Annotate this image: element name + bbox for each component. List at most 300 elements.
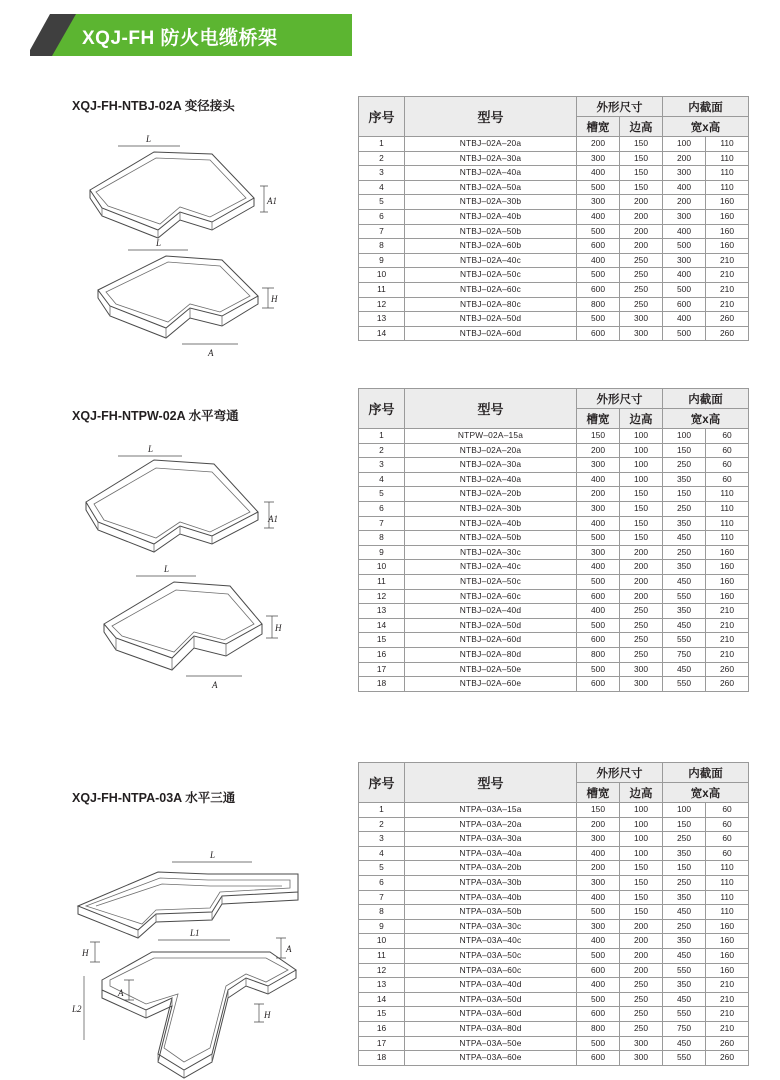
cell-side-height: 200 (620, 574, 663, 589)
cell-model: NTBJ–02A–30c (405, 545, 577, 560)
cell-inner-height: 210 (706, 297, 749, 312)
section-caption: XQJ-FH-NTBJ-02A 变径接头 (72, 99, 235, 113)
cell-inner-width: 150 (663, 861, 706, 876)
table-row (359, 487, 749, 502)
table-row (359, 516, 749, 531)
cell-side-height: 200 (620, 934, 663, 949)
th-outer: 外形尺寸 (577, 389, 663, 409)
cell-side-height: 250 (620, 618, 663, 633)
cell-side-height: 150 (620, 180, 663, 195)
cell-model: NTPA–03A–30c (405, 919, 577, 934)
cell-no: 12 (359, 963, 405, 978)
cell-inner-height: 60 (706, 803, 749, 818)
cell-slot-width: 200 (577, 443, 620, 458)
cell-slot-width: 500 (577, 1036, 620, 1051)
cell-inner-width: 150 (663, 817, 706, 832)
cell-inner-height: 210 (706, 1007, 749, 1022)
table-row (359, 137, 749, 152)
cell-side-height: 300 (620, 662, 663, 677)
cell-model: NTPA–03A–40d (405, 978, 577, 993)
cell-inner-height: 210 (706, 647, 749, 662)
cell-no: 8 (359, 531, 405, 546)
svg-text:L2: L2 (72, 1004, 82, 1014)
spec-table-wrap-2 (358, 388, 748, 692)
table-row (359, 180, 749, 195)
cell-no: 10 (359, 560, 405, 575)
cell-model: NTPA–03A–80d (405, 1021, 577, 1036)
cell-side-height: 250 (620, 282, 663, 297)
cell-inner-height: 160 (706, 574, 749, 589)
cell-no: 3 (359, 832, 405, 847)
cell-inner-width: 500 (663, 282, 706, 297)
cell-slot-width: 800 (577, 1021, 620, 1036)
cell-slot-width: 500 (577, 905, 620, 920)
svg-text:L: L (148, 444, 154, 454)
cell-inner-width: 550 (663, 633, 706, 648)
table-row (359, 589, 749, 604)
cell-model: NTBJ–02A–30b (405, 195, 577, 210)
cell-no: 14 (359, 618, 405, 633)
cell-no: 5 (359, 861, 405, 876)
cell-side-height: 300 (620, 326, 663, 341)
cell-inner-width: 450 (663, 531, 706, 546)
cell-slot-width: 400 (577, 472, 620, 487)
cell-model: NTPA–03A–50c (405, 948, 577, 963)
cell-model: NTBJ–02A–60e (405, 677, 577, 692)
spec-table-ntbj-02a (358, 96, 749, 341)
cell-side-height: 300 (620, 1051, 663, 1066)
cell-model: NTBJ–02A–20a (405, 443, 577, 458)
cell-no: 9 (359, 545, 405, 560)
cell-side-height: 150 (620, 151, 663, 166)
cell-inner-width: 150 (663, 443, 706, 458)
th-w-x-h: 宽x高 (663, 117, 749, 137)
cell-inner-width: 350 (663, 890, 706, 905)
cell-slot-width: 600 (577, 677, 620, 692)
cell-no: 2 (359, 151, 405, 166)
cell-model: NTBJ–02A–50b (405, 531, 577, 546)
table-row (359, 282, 749, 297)
cell-model: NTBJ–02A–40a (405, 472, 577, 487)
cell-side-height: 300 (620, 677, 663, 692)
th-side-height: 边高 (620, 783, 663, 803)
th-inner: 内截面 (663, 389, 749, 409)
cell-no: 3 (359, 166, 405, 181)
cell-inner-width: 300 (663, 253, 706, 268)
cell-no: 17 (359, 662, 405, 677)
cell-model: NTBJ–02A–50a (405, 180, 577, 195)
table-row (359, 531, 749, 546)
th-model: 型号 (405, 97, 577, 137)
cell-slot-width: 400 (577, 978, 620, 993)
th-outer: 外形尺寸 (577, 97, 663, 117)
cell-inner-height: 260 (706, 1051, 749, 1066)
spec-table-wrap-1 (358, 96, 748, 341)
table-row (359, 560, 749, 575)
cell-inner-width: 550 (663, 1007, 706, 1022)
svg-text:H: H (82, 948, 89, 958)
cell-side-height: 200 (620, 560, 663, 575)
cell-inner-height: 260 (706, 677, 749, 692)
figure-ntbj-02a (62, 112, 292, 362)
table-row (359, 209, 749, 224)
cell-inner-height: 210 (706, 978, 749, 993)
cell-slot-width: 300 (577, 875, 620, 890)
cell-model: NTBJ–02A–60c (405, 589, 577, 604)
cell-no: 17 (359, 1036, 405, 1051)
cell-inner-width: 400 (663, 180, 706, 195)
cell-inner-height: 160 (706, 589, 749, 604)
page-title: XQJ-FH 防火电缆桥架 (82, 28, 278, 49)
cell-inner-width: 200 (663, 151, 706, 166)
cell-slot-width: 600 (577, 589, 620, 604)
cell-inner-height: 210 (706, 1021, 749, 1036)
cell-inner-height: 210 (706, 618, 749, 633)
cell-model: NTPA–03A–50d (405, 992, 577, 1007)
cell-no: 18 (359, 1051, 405, 1066)
cell-model: NTPA–03A–20a (405, 817, 577, 832)
cell-model: NTBJ–02A–60d (405, 633, 577, 648)
cell-model: NTBJ–02A–60b (405, 239, 577, 254)
cell-inner-width: 350 (663, 934, 706, 949)
cell-inner-height: 110 (706, 861, 749, 876)
cell-slot-width: 600 (577, 963, 620, 978)
cell-side-height: 250 (620, 253, 663, 268)
table-row (359, 1051, 749, 1066)
cell-side-height: 200 (620, 545, 663, 560)
cell-inner-height: 160 (706, 224, 749, 239)
cell-model: NTPW–02A–15a (405, 429, 577, 444)
cell-inner-width: 300 (663, 209, 706, 224)
cell-inner-height: 210 (706, 268, 749, 283)
cell-slot-width: 400 (577, 604, 620, 619)
th-w-x-h: 宽x高 (663, 409, 749, 429)
cell-inner-height: 60 (706, 817, 749, 832)
cell-inner-width: 250 (663, 545, 706, 560)
cell-no: 1 (359, 137, 405, 152)
cell-inner-height: 210 (706, 282, 749, 297)
table-row (359, 919, 749, 934)
cell-side-height: 150 (620, 166, 663, 181)
cell-inner-height: 160 (706, 560, 749, 575)
cell-slot-width: 200 (577, 861, 620, 876)
cell-no: 12 (359, 589, 405, 604)
cell-inner-width: 450 (663, 574, 706, 589)
cell-inner-height: 210 (706, 633, 749, 648)
cell-no: 14 (359, 992, 405, 1007)
cell-inner-height: 160 (706, 545, 749, 560)
cell-inner-width: 100 (663, 137, 706, 152)
cell-model: NTBJ–02A–60d (405, 326, 577, 341)
cell-model: NTPA–03A–60c (405, 963, 577, 978)
cell-model: NTBJ–02A–30a (405, 151, 577, 166)
cell-side-height: 200 (620, 195, 663, 210)
cell-slot-width: 500 (577, 224, 620, 239)
cell-side-height: 250 (620, 604, 663, 619)
table-row (359, 239, 749, 254)
table-row (359, 948, 749, 963)
cell-side-height: 100 (620, 846, 663, 861)
cell-side-height: 200 (620, 963, 663, 978)
cell-model: NTBJ–02A–40c (405, 253, 577, 268)
cell-no: 6 (359, 501, 405, 516)
cell-inner-height: 260 (706, 1036, 749, 1051)
cell-inner-height: 60 (706, 443, 749, 458)
cell-no: 16 (359, 1021, 405, 1036)
th-side-height: 边高 (620, 117, 663, 137)
table-row (359, 1007, 749, 1022)
table-row (359, 934, 749, 949)
th-no: 序号 (359, 763, 405, 803)
cell-inner-height: 60 (706, 846, 749, 861)
cell-no: 13 (359, 312, 405, 327)
svg-text:L: L (156, 238, 162, 248)
cell-model: NTBJ–02A–50c (405, 268, 577, 283)
cell-slot-width: 200 (577, 137, 620, 152)
table-row (359, 647, 749, 662)
table-row (359, 458, 749, 473)
cell-no: 11 (359, 282, 405, 297)
cell-inner-width: 250 (663, 458, 706, 473)
cell-side-height: 150 (620, 516, 663, 531)
cell-inner-height: 160 (706, 948, 749, 963)
cell-inner-width: 550 (663, 677, 706, 692)
svg-text:L: L (210, 850, 216, 860)
cell-model: NTBJ–02A–50d (405, 618, 577, 633)
cell-side-height: 150 (620, 890, 663, 905)
cell-no: 4 (359, 472, 405, 487)
table-row (359, 604, 749, 619)
table-row (359, 472, 749, 487)
cell-no: 15 (359, 1007, 405, 1022)
cell-side-height: 250 (620, 268, 663, 283)
svg-text:H: H (264, 1010, 271, 1020)
table-row (359, 1021, 749, 1036)
cell-inner-width: 350 (663, 472, 706, 487)
table-row (359, 677, 749, 692)
cell-no: 6 (359, 875, 405, 890)
cell-inner-height: 160 (706, 934, 749, 949)
svg-text:A: A (208, 348, 214, 358)
table-row (359, 326, 749, 341)
cell-slot-width: 300 (577, 195, 620, 210)
cell-inner-height: 110 (706, 151, 749, 166)
svg-text:H: H (271, 294, 278, 304)
th-w-x-h: 宽x高 (663, 783, 749, 803)
section-caption: XQJ-FH-NTPA-03A 水平三通 (72, 791, 236, 805)
spec-table-ntpa-03a (358, 762, 749, 1066)
cell-slot-width: 500 (577, 312, 620, 327)
page-header-banner (30, 14, 352, 56)
cell-inner-width: 750 (663, 647, 706, 662)
cell-inner-height: 210 (706, 253, 749, 268)
cell-inner-height: 160 (706, 239, 749, 254)
table-row (359, 166, 749, 181)
cell-no: 1 (359, 429, 405, 444)
section-caption: XQJ-FH-NTPW-02A 水平弯通 (72, 409, 239, 423)
cell-inner-height: 110 (706, 531, 749, 546)
cell-slot-width: 500 (577, 618, 620, 633)
cell-slot-width: 600 (577, 633, 620, 648)
cell-side-height: 100 (620, 443, 663, 458)
cell-inner-width: 350 (663, 516, 706, 531)
cell-inner-height: 160 (706, 919, 749, 934)
cell-side-height: 150 (620, 861, 663, 876)
cell-side-height: 100 (620, 429, 663, 444)
cell-no: 14 (359, 326, 405, 341)
cell-slot-width: 300 (577, 458, 620, 473)
cell-model: NTPA–03A–15a (405, 803, 577, 818)
cell-inner-width: 400 (663, 268, 706, 283)
th-slot-width: 槽宽 (577, 783, 620, 803)
cell-no: 10 (359, 268, 405, 283)
cell-slot-width: 300 (577, 919, 620, 934)
cell-inner-height: 110 (706, 166, 749, 181)
cell-no: 18 (359, 677, 405, 692)
cell-side-height: 150 (620, 875, 663, 890)
cell-no: 11 (359, 574, 405, 589)
cell-no: 12 (359, 297, 405, 312)
cell-model: NTBJ–02A–40d (405, 604, 577, 619)
cell-model: NTBJ–02A–80d (405, 647, 577, 662)
cell-inner-width: 500 (663, 326, 706, 341)
cell-model: NTPA–03A–20b (405, 861, 577, 876)
cell-slot-width: 600 (577, 239, 620, 254)
cell-model: NTBJ–02A–30b (405, 501, 577, 516)
cell-side-height: 200 (620, 224, 663, 239)
svg-text:L: L (164, 564, 170, 574)
cell-no: 16 (359, 647, 405, 662)
cell-no: 9 (359, 919, 405, 934)
cell-inner-width: 400 (663, 312, 706, 327)
cell-inner-width: 250 (663, 875, 706, 890)
table-row (359, 978, 749, 993)
cell-no: 10 (359, 934, 405, 949)
cell-side-height: 250 (620, 978, 663, 993)
cell-no: 4 (359, 180, 405, 195)
th-model: 型号 (405, 763, 577, 803)
table-row (359, 905, 749, 920)
cell-model: NTBJ–02A–40b (405, 516, 577, 531)
cell-model: NTBJ–02A–50b (405, 224, 577, 239)
svg-text:A: A (286, 944, 292, 954)
cell-no: 7 (359, 890, 405, 905)
cell-slot-width: 800 (577, 297, 620, 312)
cell-inner-height: 210 (706, 992, 749, 1007)
cell-slot-width: 400 (577, 166, 620, 181)
table-row (359, 253, 749, 268)
table-row (359, 875, 749, 890)
table-row (359, 633, 749, 648)
th-slot-width: 槽宽 (577, 409, 620, 429)
table-row (359, 429, 749, 444)
cell-inner-width: 450 (663, 992, 706, 1007)
table-row (359, 1036, 749, 1051)
spec-table-wrap-3 (358, 762, 748, 1066)
cell-inner-width: 750 (663, 1021, 706, 1036)
th-no: 序号 (359, 97, 405, 137)
th-no: 序号 (359, 389, 405, 429)
cell-side-height: 200 (620, 948, 663, 963)
cell-model: NTBJ–02A–50e (405, 662, 577, 677)
cell-side-height: 100 (620, 817, 663, 832)
cell-slot-width: 500 (577, 992, 620, 1007)
cell-slot-width: 300 (577, 151, 620, 166)
cell-side-height: 300 (620, 1036, 663, 1051)
cell-model: NTPA–03A–60e (405, 1051, 577, 1066)
table-row (359, 224, 749, 239)
svg-text:A1: A1 (268, 514, 278, 524)
table-row (359, 195, 749, 210)
cell-inner-width: 350 (663, 846, 706, 861)
th-inner: 内截面 (663, 97, 749, 117)
cell-inner-width: 100 (663, 803, 706, 818)
cell-slot-width: 500 (577, 574, 620, 589)
cell-inner-height: 260 (706, 662, 749, 677)
cell-inner-width: 450 (663, 618, 706, 633)
cell-side-height: 200 (620, 919, 663, 934)
cell-model: NTPA–03A–50b (405, 905, 577, 920)
cell-inner-height: 260 (706, 312, 749, 327)
cell-slot-width: 600 (577, 326, 620, 341)
cell-inner-width: 300 (663, 166, 706, 181)
cell-no: 15 (359, 633, 405, 648)
cell-no: 5 (359, 195, 405, 210)
table-row (359, 890, 749, 905)
table-row (359, 861, 749, 876)
svg-text:L1: L1 (190, 928, 200, 938)
cell-slot-width: 500 (577, 268, 620, 283)
cell-model: NTBJ–02A–60c (405, 282, 577, 297)
cell-slot-width: 400 (577, 253, 620, 268)
cell-side-height: 200 (620, 589, 663, 604)
cell-inner-width: 350 (663, 560, 706, 575)
cell-slot-width: 400 (577, 560, 620, 575)
table-row (359, 312, 749, 327)
cell-no: 8 (359, 905, 405, 920)
cell-inner-height: 110 (706, 516, 749, 531)
cell-no: 7 (359, 224, 405, 239)
cell-inner-height: 210 (706, 604, 749, 619)
spec-table-ntpw-02a (358, 388, 749, 692)
cell-slot-width: 400 (577, 934, 620, 949)
table-row (359, 574, 749, 589)
cell-slot-width: 600 (577, 1051, 620, 1066)
spec-table-body-3 (359, 803, 749, 1066)
cell-side-height: 100 (620, 803, 663, 818)
th-inner: 内截面 (663, 763, 749, 783)
cell-slot-width: 800 (577, 647, 620, 662)
cell-inner-height: 110 (706, 487, 749, 502)
cell-side-height: 250 (620, 297, 663, 312)
cell-no: 8 (359, 239, 405, 254)
cell-model: NTBJ–02A–40b (405, 209, 577, 224)
cell-slot-width: 150 (577, 429, 620, 444)
cell-inner-height: 110 (706, 137, 749, 152)
cell-side-height: 250 (620, 633, 663, 648)
cell-no: 2 (359, 817, 405, 832)
cell-inner-width: 450 (663, 948, 706, 963)
cell-inner-width: 250 (663, 919, 706, 934)
cell-slot-width: 300 (577, 501, 620, 516)
cell-inner-height: 60 (706, 472, 749, 487)
cell-side-height: 300 (620, 312, 663, 327)
cell-slot-width: 400 (577, 846, 620, 861)
cell-slot-width: 150 (577, 803, 620, 818)
cell-slot-width: 500 (577, 531, 620, 546)
cell-slot-width: 500 (577, 662, 620, 677)
cell-side-height: 100 (620, 458, 663, 473)
